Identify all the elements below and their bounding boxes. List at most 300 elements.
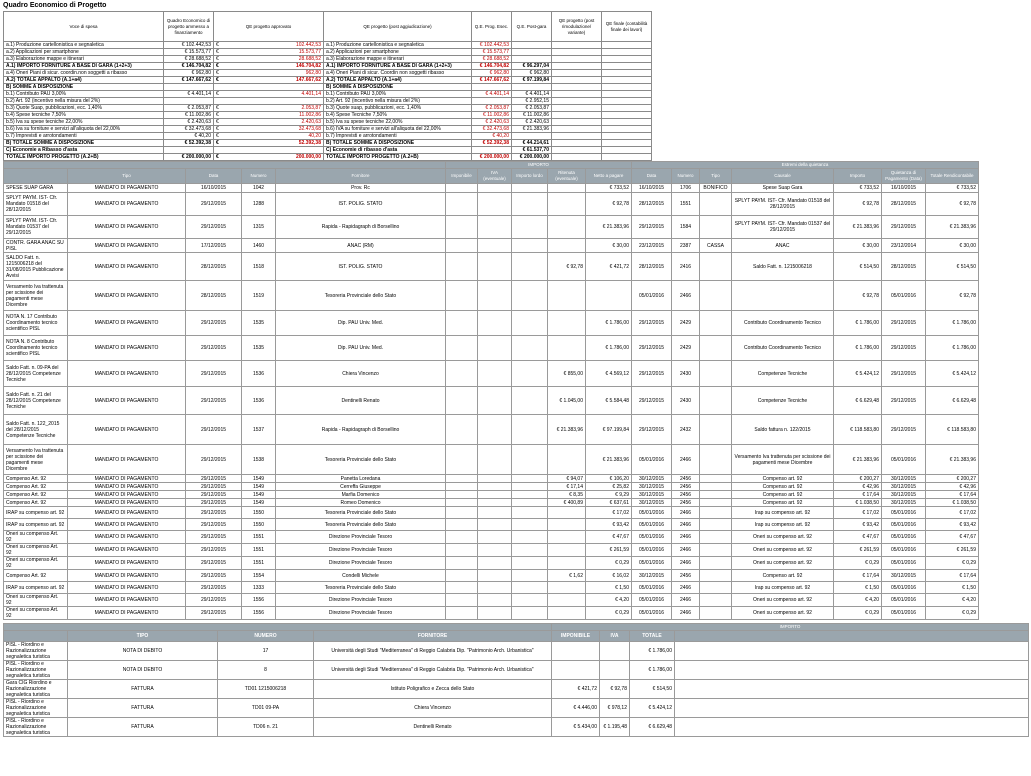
- payment-description: NOTA N. 8 Contributo Coordinamento tecnico scientifico PISL: [4, 336, 68, 361]
- total-reportable: € 17,64: [926, 570, 979, 582]
- payment-date: 17/12/2015: [186, 239, 242, 253]
- payment-imponibile: [446, 607, 478, 620]
- document-description: Gara CIG Riordino e Razionalizzazione segnaletica turistica: [4, 680, 68, 699]
- payment-number: 1556: [242, 594, 276, 607]
- document-total: € 1.786,00: [630, 661, 675, 680]
- qe-row: [4, 56, 652, 63]
- currency-symbol: €: [216, 49, 219, 55]
- payment-importo-lordo: [512, 415, 548, 445]
- total-reportable: € 514,50: [926, 253, 979, 281]
- qe-post-aggiudicazione: TOTALE IMPORTO PROGETTO (A.2+B): [324, 154, 472, 161]
- quietanza-date: 30/12/2015: [632, 570, 672, 582]
- total-reportable: € 1.786,00: [926, 336, 979, 361]
- quietanza-importo: € 92,78: [834, 281, 882, 311]
- payment-date: 29/12/2015: [186, 491, 242, 499]
- quietanza-payment-date: 29/12/2015: [882, 311, 926, 336]
- qe-post-aggiudicazione: b.3) Quote suap, pubblicazioni, ecc. 1,40%: [324, 105, 472, 112]
- quietanza-number: 2466: [672, 544, 700, 557]
- qe-voce: A.2) TOTALE APPALTO (A.1+a4): [4, 77, 164, 84]
- qe-approvato: [214, 133, 324, 140]
- total-reportable: € 92,78: [926, 281, 979, 311]
- payment-row: [4, 582, 979, 594]
- qe-variante: [552, 42, 602, 49]
- qe-finale: [602, 70, 652, 77]
- quietanza-importo: € 1,50: [834, 582, 882, 594]
- documents-column-header: FORNITORE: [314, 631, 552, 642]
- document-number: TD06 n. 21: [218, 718, 314, 737]
- qe-voce: b.4) Spese tecniche 7,50%: [4, 112, 164, 119]
- payment-type: MANDATO DI PAGAMENTO: [68, 499, 186, 507]
- payment-description: Compenso Art. 92: [4, 475, 68, 483]
- quietanza-type: [700, 445, 732, 475]
- payment-supplier: Rapida - Rapidagraph di Borsellino: [276, 415, 446, 445]
- quietanza-number: 2456: [672, 491, 700, 499]
- payment-description: Compenso Art. 92: [4, 570, 68, 582]
- quietanza-payment-date: 30/12/2015: [882, 570, 926, 582]
- payment-ritenuta: [548, 594, 586, 607]
- qe-finale: [602, 147, 652, 154]
- qe-row: [4, 91, 652, 98]
- payment-type: MANDATO DI PAGAMENTO: [68, 253, 186, 281]
- qe-voce: a.3) Elaborazione mappe e itinerari: [4, 56, 164, 63]
- qe-variante: [552, 105, 602, 112]
- payment-importo-lordo: [512, 570, 548, 582]
- payment-importo-lordo: [512, 184, 548, 193]
- document-type: FATTURA: [68, 699, 218, 718]
- total-reportable: € 6.629,48: [926, 387, 979, 415]
- quietanza-date: 23/12/2015: [632, 239, 672, 253]
- payment-date: 29/12/2015: [186, 445, 242, 475]
- qe-approvato: [214, 77, 324, 84]
- payment-supplier: ANAC (RM): [276, 239, 446, 253]
- qe-prog-esec: [472, 147, 512, 154]
- quietanza-date: 29/12/2015: [632, 336, 672, 361]
- qe-row: [4, 126, 652, 133]
- payment-type: MANDATO DI PAGAMENTO: [68, 184, 186, 193]
- payment-supplier: Marfia Domenico: [276, 491, 446, 499]
- payment-importo-lordo: [512, 531, 548, 544]
- payment-importo-lordo: [512, 387, 548, 415]
- payment-importo-lordo: [512, 557, 548, 570]
- document-spacer: [675, 642, 1029, 661]
- payment-supplier: Prov. Rc: [276, 184, 446, 193]
- payment-row: [4, 184, 979, 193]
- payment-iva: [478, 531, 512, 544]
- quietanza-causale: Oneri su compenso art. 92: [732, 594, 834, 607]
- payment-type: MANDATO DI PAGAMENTO: [68, 570, 186, 582]
- payment-iva: [478, 594, 512, 607]
- payment-iva: [478, 607, 512, 620]
- qe-finale: [602, 56, 652, 63]
- payment-netto: € 0,29: [586, 607, 632, 620]
- quietanza-date: 29/12/2015: [632, 216, 672, 239]
- payment-date: 28/12/2015: [186, 253, 242, 281]
- qe-ammesso: € 2.053,87: [164, 105, 214, 112]
- quietanza-causale: Compenso art. 92: [732, 499, 834, 507]
- qe-row: [4, 133, 652, 140]
- qe-voce: B) TOTALE SOMME A DISPOSIZIONE: [4, 140, 164, 147]
- total-reportable: € 17,64: [926, 491, 979, 499]
- qe-post-aggiudicazione: a.2) Applicazioni per smartphone: [324, 49, 472, 56]
- qe-header: QE progetto approvato: [214, 12, 324, 42]
- qe-finale: [602, 91, 652, 98]
- quietanza-payment-date: 05/01/2016: [882, 445, 926, 475]
- quietanza-type: [700, 607, 732, 620]
- payments-column-header: Netto a pagare: [586, 169, 632, 184]
- payment-number: 1551: [242, 544, 276, 557]
- documents-group-header: [4, 624, 1029, 631]
- payment-number: 1550: [242, 507, 276, 519]
- quietanza-type: [700, 193, 732, 216]
- payment-netto: € 1.786,00: [586, 311, 632, 336]
- payment-description: SPESE SUAP GARA: [4, 184, 68, 193]
- qe-row: [4, 84, 652, 91]
- payment-row: [4, 544, 979, 557]
- document-number: 17: [218, 642, 314, 661]
- quietanza-date: 30/12/2015: [632, 491, 672, 499]
- document-imponibile: [552, 642, 600, 661]
- docs-importo-label: IMPORTO: [552, 624, 1029, 631]
- documents-column-header: IMPONIBILE: [552, 631, 600, 642]
- quietanza-payment-date: 05/01/2016: [882, 281, 926, 311]
- payment-imponibile: [446, 336, 478, 361]
- payment-imponibile: [446, 491, 478, 499]
- quietanza-type: [700, 415, 732, 445]
- payment-type: MANDATO DI PAGAMENTO: [68, 336, 186, 361]
- payment-iva: [478, 544, 512, 557]
- payment-type: MANDATO DI PAGAMENTO: [68, 607, 186, 620]
- qe-approvato-value: 962,80: [305, 70, 321, 76]
- qe-voce: b.6) Iva su forniture e servizi all'aliquota del 22,00%: [4, 126, 164, 133]
- payment-imponibile: [446, 519, 478, 531]
- payment-ritenuta: [548, 184, 586, 193]
- quietanza-payment-date: 05/01/2016: [882, 531, 926, 544]
- payment-iva: [478, 491, 512, 499]
- payment-iva: [478, 445, 512, 475]
- qe-row: [4, 147, 652, 154]
- payment-description: IRAP su compenso art. 92: [4, 519, 68, 531]
- quietanza-type: [700, 507, 732, 519]
- payment-row: [4, 491, 979, 499]
- qe-variante: [552, 91, 602, 98]
- quietanza-importo: € 261,59: [834, 544, 882, 557]
- payment-importo-lordo: [512, 607, 548, 620]
- quietanza-number: 2456: [672, 570, 700, 582]
- quietanza-importo: € 200,27: [834, 475, 882, 483]
- quietanza-importo: € 1.786,00: [834, 336, 882, 361]
- payment-importo-lordo: [512, 483, 548, 491]
- payment-number: 1556: [242, 607, 276, 620]
- payment-ritenuta: [548, 336, 586, 361]
- quietanza-causale: SPLYT PAYM. IST- Cfr. Mandato 01537 del 29/12/2015: [732, 216, 834, 239]
- payment-ritenuta: € 1,62: [548, 570, 586, 582]
- payment-supplier: Dentinelli Renato: [276, 387, 446, 415]
- qe-variante: [552, 49, 602, 56]
- payment-ritenuta: [548, 239, 586, 253]
- payment-importo-lordo: [512, 336, 548, 361]
- total-reportable: € 261,59: [926, 544, 979, 557]
- document-spacer: [675, 718, 1029, 737]
- payment-ritenuta: [548, 281, 586, 311]
- total-reportable: € 118.583,80: [926, 415, 979, 445]
- quietanza-number: 2387: [672, 239, 700, 253]
- payment-netto: € 97.199,84: [586, 415, 632, 445]
- document-row: [4, 680, 1029, 699]
- document-iva: € 1.195,48: [600, 718, 630, 737]
- qe-post-gara: € 2.420,63: [512, 119, 552, 126]
- quietanza-type: CASSA: [700, 239, 732, 253]
- qe-approvato: [214, 105, 324, 112]
- qe-approvato: [214, 63, 324, 70]
- payment-date: 29/12/2015: [186, 519, 242, 531]
- qe-table: [3, 11, 652, 161]
- payment-row: [4, 216, 979, 239]
- quietanza-payment-date: 23/12/2014: [882, 239, 926, 253]
- payment-iva: [478, 483, 512, 491]
- payment-description: Compenso Art. 92: [4, 483, 68, 491]
- payment-ritenuta: [548, 557, 586, 570]
- payment-date: 16/10/2015: [186, 184, 242, 193]
- document-imponibile: € 4.446,00: [552, 699, 600, 718]
- qe-ammesso: € 102.442,53: [164, 42, 214, 49]
- payment-imponibile: [446, 507, 478, 519]
- payment-type: MANDATO DI PAGAMENTO: [68, 311, 186, 336]
- quietanza-importo: € 1.786,00: [834, 311, 882, 336]
- quietanza-payment-date: 29/12/2015: [882, 387, 926, 415]
- qe-row: [4, 63, 652, 70]
- quietanza-importo: € 92,78: [834, 193, 882, 216]
- payment-ritenuta: [548, 531, 586, 544]
- quietanza-number: 2456: [672, 499, 700, 507]
- payment-row: [4, 594, 979, 607]
- payment-date: 29/12/2015: [186, 544, 242, 557]
- payment-row: [4, 387, 979, 415]
- payment-description: SALDO Fatt. n. 1215006218 del 31/08/2015 Pubblicazione Avvisi: [4, 253, 68, 281]
- quietanza-importo: € 42,96: [834, 483, 882, 491]
- total-reportable: € 21.383,96: [926, 216, 979, 239]
- quietanza-number: 1706: [672, 184, 700, 193]
- payment-supplier: Rapida - Rapidagraph di Borsellino: [276, 216, 446, 239]
- document-iva: [600, 642, 630, 661]
- quietanza-payment-date: 05/01/2016: [882, 544, 926, 557]
- payment-importo-lordo: [512, 582, 548, 594]
- payment-number: 1549: [242, 483, 276, 491]
- quietanza-date: 30/12/2015: [632, 499, 672, 507]
- documents-header-row: [4, 631, 1029, 642]
- qe-prog-esec: € 15.573,77: [472, 49, 512, 56]
- qe-post-gara: € 4.401,14: [512, 91, 552, 98]
- qe-prog-esec: € 962,80: [472, 70, 512, 77]
- payments-group-header: [4, 162, 979, 169]
- payment-number: 1535: [242, 311, 276, 336]
- payment-type: MANDATO DI PAGAMENTO: [68, 415, 186, 445]
- quietanza-type: [700, 544, 732, 557]
- quietanza-causale: Saldo Fatt. n. 1215006218: [732, 253, 834, 281]
- payment-row: [4, 193, 979, 216]
- payment-description: Oneri su compenso Art. 92: [4, 544, 68, 557]
- qe-prog-esec: € 32.473,68: [472, 126, 512, 133]
- qe-approvato: [214, 147, 324, 154]
- qe-ammesso: € 28.688,52: [164, 56, 214, 63]
- payment-row: [4, 531, 979, 544]
- payment-type: MANDATO DI PAGAMENTO: [68, 239, 186, 253]
- document-type: FATTURA: [68, 718, 218, 737]
- payment-number: 1536: [242, 387, 276, 415]
- quietanza-type: [700, 475, 732, 483]
- quietanza-importo: € 17,02: [834, 507, 882, 519]
- payment-number: 1549: [242, 475, 276, 483]
- total-reportable: € 200,27: [926, 475, 979, 483]
- quietanza-number: 2416: [672, 253, 700, 281]
- quietanza-type: [700, 361, 732, 387]
- payment-imponibile: [446, 557, 478, 570]
- quietanza-importo: € 118.583,80: [834, 415, 882, 445]
- payment-supplier: Direzione Provinciale Tesoro: [276, 544, 446, 557]
- payment-importo-lordo: [512, 475, 548, 483]
- qe-ammesso: € 962,80: [164, 70, 214, 77]
- quietanza-date: 05/01/2016: [632, 519, 672, 531]
- quietanza-date: 29/12/2015: [632, 361, 672, 387]
- quietanza-type: [700, 216, 732, 239]
- qe-variante: [552, 84, 602, 91]
- qe-row: [4, 49, 652, 56]
- payment-date: 29/12/2015: [186, 507, 242, 519]
- qe-post-gara: € 97.199,84: [512, 77, 552, 84]
- payment-date: 29/12/2015: [186, 531, 242, 544]
- documents-column-header: TIPO: [68, 631, 218, 642]
- payments-column-header: Ritenuta (eventuale): [548, 169, 586, 184]
- quietanza-payment-date: 30/12/2015: [882, 483, 926, 491]
- currency-symbol: €: [216, 112, 219, 118]
- payment-row: [4, 415, 979, 445]
- payment-iva: [478, 387, 512, 415]
- payment-imponibile: [446, 387, 478, 415]
- qe-prog-esec: € 147.667,62: [472, 77, 512, 84]
- payments-column-header: [4, 169, 68, 184]
- quietanza-payment-date: 16/10/2015: [882, 184, 926, 193]
- total-reportable: € 0,29: [926, 557, 979, 570]
- currency-symbol: €: [216, 63, 219, 69]
- qe-approvato-value: 147.667,62: [295, 77, 321, 83]
- quietanza-causale: Saldo fattura n. 122/2015: [732, 415, 834, 445]
- payment-description: IRAP su compenso art. 92: [4, 582, 68, 594]
- qe-voce: a.1) Produzione cartellonistica e segnaletica: [4, 42, 164, 49]
- quietanza-importo: € 514,50: [834, 253, 882, 281]
- payment-description: Compenso Art. 92: [4, 491, 68, 499]
- qe-post-gara: € 11.002,86: [512, 112, 552, 119]
- quietanza-date: 05/01/2016: [632, 607, 672, 620]
- payment-netto: € 0,29: [586, 557, 632, 570]
- payment-imponibile: [446, 544, 478, 557]
- qe-post-gara: € 200.000,00: [512, 154, 552, 161]
- qe-row: [4, 105, 652, 112]
- payment-iva: [478, 193, 512, 216]
- qe-prog-esec: € 4.401,14: [472, 91, 512, 98]
- payment-date: 29/12/2015: [186, 361, 242, 387]
- payment-imponibile: [446, 415, 478, 445]
- payment-type: MANDATO DI PAGAMENTO: [68, 582, 186, 594]
- qe-variante: [552, 98, 602, 105]
- document-spacer: [675, 680, 1029, 699]
- qe-approvato-value: 11.002,86: [299, 112, 321, 118]
- qe-voce: b.5) Iva su spese tecniche 22,00%: [4, 119, 164, 126]
- payment-ritenuta: [548, 519, 586, 531]
- qe-approvato: [214, 140, 324, 147]
- qe-voce: a.2) Applicazioni per smartphone: [4, 49, 164, 56]
- quietanza-type: [700, 311, 732, 336]
- payment-ritenuta: € 21.383,96: [548, 415, 586, 445]
- qe-approvato: [214, 91, 324, 98]
- quietanza-number: 2466: [672, 281, 700, 311]
- qe-ammesso: € 11.002,86: [164, 112, 214, 119]
- quietanza-number: 2429: [672, 336, 700, 361]
- quietanza-importo: € 17,64: [834, 491, 882, 499]
- payments-column-header: Tipo: [700, 169, 732, 184]
- qe-post-aggiudicazione: b.6) IVA su forniture e servizi all'aliquota del 22,00%: [324, 126, 472, 133]
- qe-row: [4, 154, 652, 161]
- total-reportable: € 1.786,00: [926, 311, 979, 336]
- quietanza-date: 28/12/2015: [632, 193, 672, 216]
- payment-number: 1288: [242, 193, 276, 216]
- qe-prog-esec: € 2.053,87: [472, 105, 512, 112]
- payment-number: 1460: [242, 239, 276, 253]
- qe-ammesso: € 52.392,38: [164, 140, 214, 147]
- quietanza-type: [700, 387, 732, 415]
- payments-column-header: Data: [186, 169, 242, 184]
- quietanza-payment-date: 05/01/2016: [882, 594, 926, 607]
- payment-number: 1538: [242, 445, 276, 475]
- payment-imponibile: [446, 483, 478, 491]
- currency-symbol: €: [216, 91, 219, 97]
- payment-type: MANDATO DI PAGAMENTO: [68, 594, 186, 607]
- payment-row: [4, 239, 979, 253]
- document-total: € 6.629,48: [630, 718, 675, 737]
- payment-number: 1536: [242, 361, 276, 387]
- payment-imponibile: [446, 311, 478, 336]
- qe-approvato-value: 52.392,38: [298, 140, 321, 146]
- total-reportable: € 733,52: [926, 184, 979, 193]
- document-description: PISL - Riordino e Razionalizzazione segnaletica turistica: [4, 642, 68, 661]
- payment-netto: € 9,29: [586, 491, 632, 499]
- quietanza-causale: Competenze Tecniche: [732, 361, 834, 387]
- payment-description: NOTA N. 17 Contributo Coordinamento tecnico scientifico PISL: [4, 311, 68, 336]
- payment-imponibile: [446, 582, 478, 594]
- payment-iva: [478, 281, 512, 311]
- payment-number: 1549: [242, 491, 276, 499]
- payment-iva: [478, 582, 512, 594]
- payment-row: [4, 557, 979, 570]
- payments-table: [3, 161, 979, 620]
- document-total: € 1.786,00: [630, 642, 675, 661]
- payment-netto: € 93,42: [586, 519, 632, 531]
- quietanza-causale: [732, 281, 834, 311]
- payment-netto: € 637,61: [586, 499, 632, 507]
- payment-importo-lordo: [512, 193, 548, 216]
- payment-supplier: IST. POLIG. STATO: [276, 253, 446, 281]
- qe-approvato-value: 28.688,52: [298, 56, 321, 62]
- qe-variante: [552, 140, 602, 147]
- payment-imponibile: [446, 193, 478, 216]
- document-imponibile: € 421,72: [552, 680, 600, 699]
- payments-column-header: Tipo: [68, 169, 186, 184]
- currency-symbol: €: [216, 42, 219, 48]
- payment-description: IRAP su compenso art. 92: [4, 507, 68, 519]
- payment-imponibile: [446, 475, 478, 483]
- qe-ammesso: [164, 84, 214, 91]
- payment-row: [4, 570, 979, 582]
- quietanza-causale: Spese Suap Gara: [732, 184, 834, 193]
- qe-ammesso: € 146.704,82: [164, 63, 214, 70]
